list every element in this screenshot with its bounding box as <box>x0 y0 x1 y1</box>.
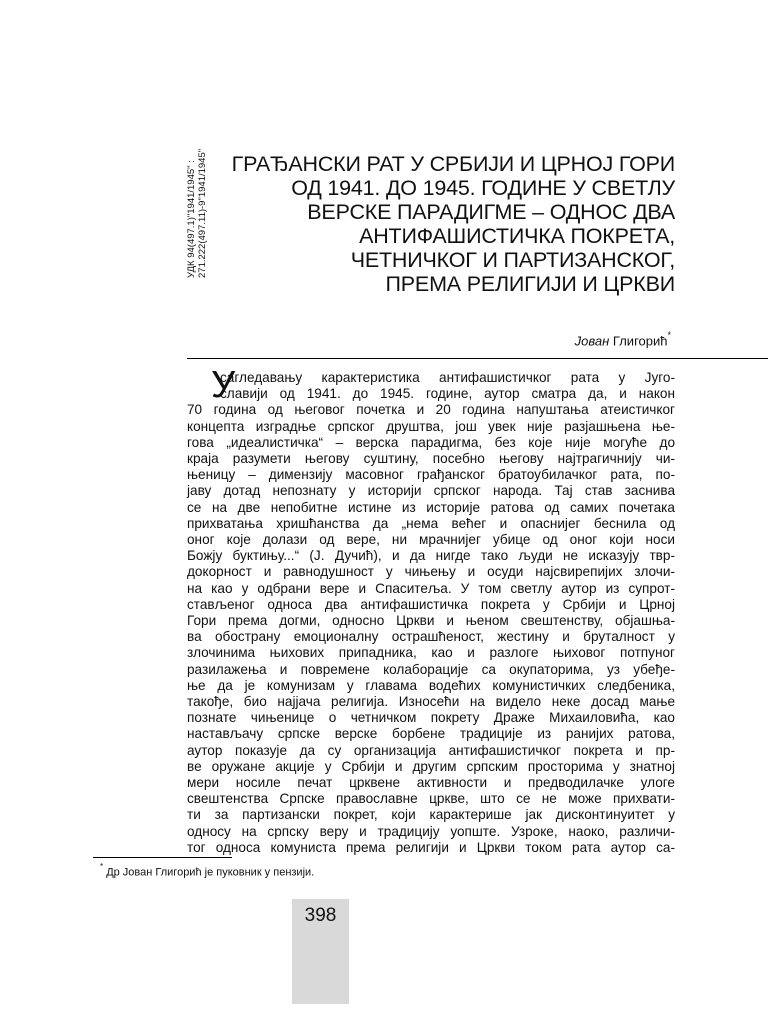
body-line: 70 година од његовог почетка и 20 година напуштања атеистичког <box>187 402 675 418</box>
article-title <box>205 152 675 296</box>
body-line: разилажења и повремене колаборације са окупаторима, уз убеђе- <box>187 661 675 677</box>
body-line: стављеног односа два антифашистичка покрета у Србији и Црној <box>187 596 675 612</box>
body-line: злочинима њихових припадника, као и разлоге њиховог потпуног <box>187 645 675 661</box>
body-line: ње да је комунизам у главама водећих комунистичких следбеника, <box>187 677 675 693</box>
header-rule <box>187 358 768 359</box>
body-line: јаву дотад непознату у историји српског народа. Тај став заснива <box>187 483 675 499</box>
body-line: краја разумети његову суштину, посебно његову најтрагичнију чи- <box>187 451 675 467</box>
body-line: свештенства Српске православне цркве, што се не може прихвати- <box>187 791 675 807</box>
footnote-mark: * <box>100 862 104 871</box>
title-line: ЧЕТНИЧКОГ И ПАРТИЗАНСКОГ, <box>350 248 675 272</box>
body-line: оног које долази од вере, ни мрачнијег убице од оног који носи <box>187 532 675 548</box>
title-line: ВЕРСКЕ ПАРАДИГМЕ – ОДНОС ДВА <box>307 200 675 224</box>
body-line: ва обострану емоционалну острашћеност, жестину и бруталност у <box>187 629 675 645</box>
footnote-rule <box>93 857 232 858</box>
footnote-text: Др Јован Глигорић је пуковник у пензији. <box>106 866 315 879</box>
body-line: аутор показује да су организација антифашистичког покрета и пр- <box>187 742 675 758</box>
body-line: Божју буктињу...“ (Ј. Дучић), и да нигде тако људи не исказују твр- <box>187 548 675 564</box>
body-line: ве оружане акције у Србији и другим српским просторима у знатној <box>187 758 675 774</box>
body-line: сагледавању карактеристика антифашистичког рата у Југо- <box>220 370 675 385</box>
footnote-marker[interactable]: * <box>667 330 671 340</box>
body-line: славији од 1941. до 1945. године, аутор сматра да, и након <box>220 386 675 402</box>
body-line: њеницу – димензију масовног грађанског братоубилачког рата, по- <box>187 467 675 483</box>
udk-line-1: УДК 94(497.1)"1941/1945" : <box>186 160 197 278</box>
body-line: прихватања хришћанства да „нема већег и опаснијег беснила од <box>187 515 675 531</box>
body-line: Гори према догми, односно Цркви и њеном свештенству, објашња- <box>187 613 675 629</box>
body-line: такође, био најјача религија. Износећи на видело неке досад мање <box>187 694 675 710</box>
title-line: ПРЕМА РЕЛИГИЈИ И ЦРКВИ <box>385 272 675 296</box>
body-line: настављачу српске верске борбене традиције из ранијих ратова, <box>187 726 675 742</box>
drop-cap: У <box>211 364 236 406</box>
body-line: односу на српску веру и традицију уопште. Узроке, наоко, различи- <box>187 823 675 839</box>
page-number-box <box>292 899 349 1004</box>
title-line: ОД 1941. ДО 1945. ГОДИНЕ У СВЕТЛУ <box>291 176 675 200</box>
title-line: АНТИФАШИСТИЧКА ПОКРЕТА, <box>359 224 675 248</box>
author-first-name: Јован <box>574 333 610 349</box>
body-line: се на две непобитне истине из историје ратова од самих почетака <box>187 499 675 515</box>
body-line: гова „идеалистичка“ – верска парадигма, без које није могуће до <box>187 434 675 450</box>
author-last-name: Глигорић <box>612 333 668 349</box>
body-line: концепта изградње српског друштва, још увек није разјашњена ње- <box>187 418 675 434</box>
title-line: ГРАЂАНСКИ РАТ У СРБИЈИ И ЦРНОЈ ГОРИ <box>231 152 675 176</box>
footnote <box>100 864 314 879</box>
body-line: ти за партизански покрет, који карактерише јак дисконтинуитет у <box>187 807 675 823</box>
body-line: на као у одбрани вере и Спаситеља. У том светлу аутор из супрот- <box>187 580 675 596</box>
body-line: познате чињенице о четничком покрету Драже Михаиловића, као <box>187 710 675 726</box>
udk-line-2: 271.222(497.11)-9"1941/1945" <box>196 148 208 278</box>
author-name <box>400 332 671 348</box>
body-line: тог односа комуниста према религији и Цркви током рата аутор са- <box>187 839 675 855</box>
page-number: 398 <box>304 905 337 926</box>
body-line: докорност и равнодушност у чињењу и осуди најсвирепијих злочи- <box>187 564 675 580</box>
body-line: мери носиле печат црквене активности и предводилачке улоге <box>187 775 675 791</box>
abstract-body <box>187 370 675 856</box>
